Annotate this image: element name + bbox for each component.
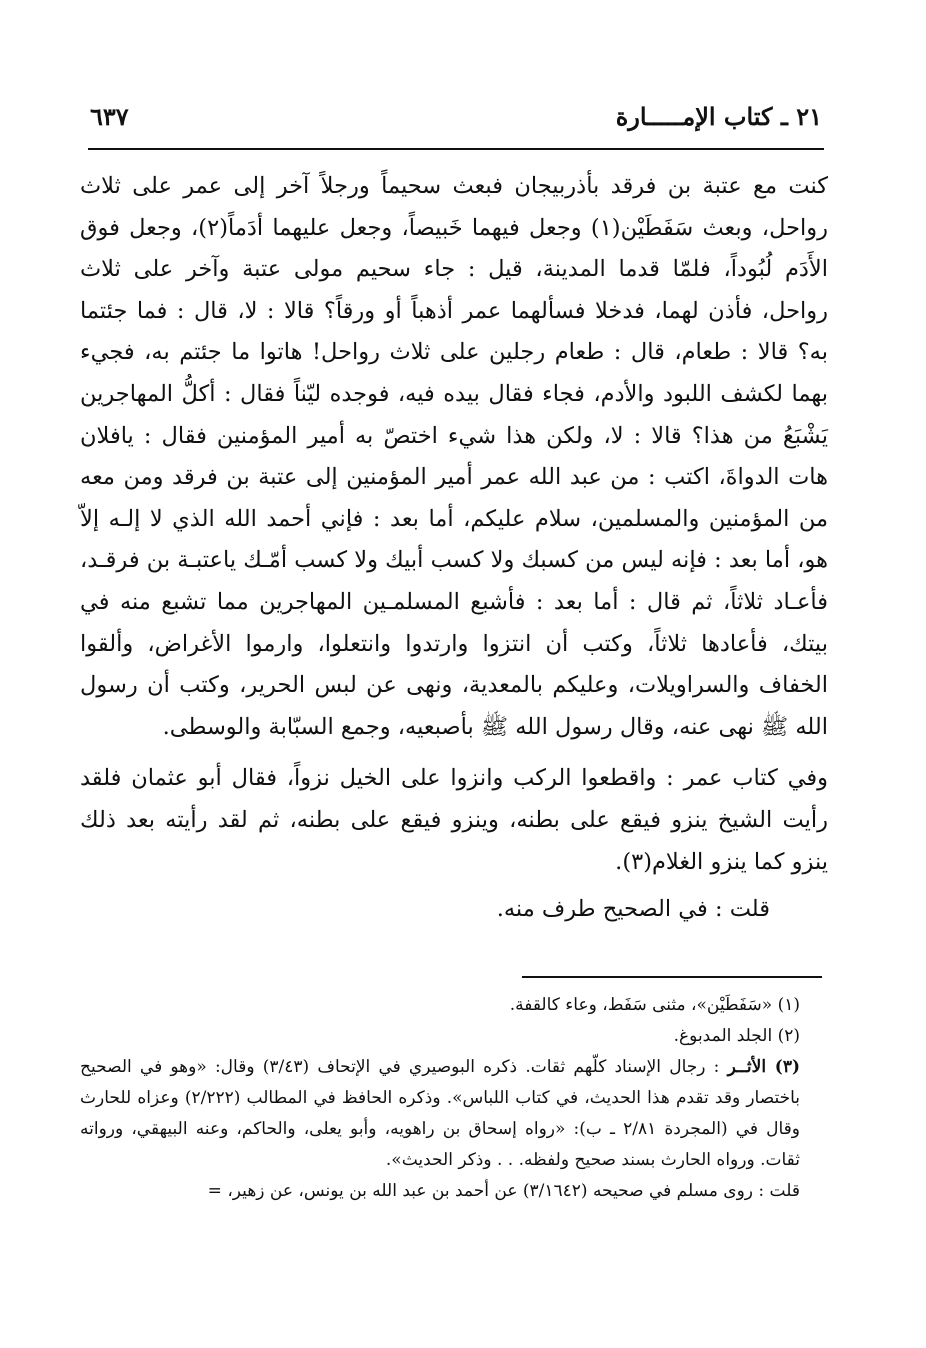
footnote-2: (٢) الجلد المدبوغ. <box>673 1026 800 1046</box>
footnote-3-text: : رجال الإسناد كلّهم ثقات. ذكره البوصيري في الإتحاف (٣/٤٣) وقال: «وهو في الصحيح باختصار وقد تقدم هذا الحديث، في كتاب اللباس». وذكره الحافظ في المطالب (٢/٢٢٢) وعزاه للحارث وقال في (المجردة ٢/٨١ ـ ب): «رواه إسحاق بن راهويه، وأبو يعلى، والحاكم، وعنه البيهقي، ورواته ثقات. ورواه الحارث بسند صحيح ولفظه. . . وذكر الحديث». <box>80 1057 800 1170</box>
body-paragraph-2: وفي كتاب عمر : واقطعوا الركب وانزوا على الخيل نزواً، فقال أبو عثمان فلقد رأيت الشيخ ينزو فيقع على بطنه، وينزو فيقع على بطنه، ثم لقد رأيته بعد ذلك ينزو كما ينزو الغلام(٣). <box>80 765 828 875</box>
footnotes <box>80 990 828 1207</box>
body-paragraph-3: قلت : في الصحيح طرف منه. <box>496 896 770 923</box>
body-paragraph-1: كنت مع عتبة بن فرقد بأذربيجان فبعث سحيماً ورجلاً آخر إلى عمر على ثلاث رواحل، وبعث سَفَطَيْن(١) وجعل فيهما خَبيصاً، وجعل عليهما أدَماً(٢)، وجعل فوق الأَدَم لُبُوداً، فلمّا قدما المدينة، قيل : جاء سحيم مولى عتبة وآخر على ثلاث رواحل، فأذن لهما، فدخلا فسألهما عمر أذهباً أو ورقاً؟ قالا : لا، قال : فما جئتما به؟ قالا : طعام، قال : طعام رجلين على ثلاث رواحل! هاتوا ما جئتم به، فجيء بهما لكشف اللبود والأدم، فجاء فقال بيده فيه، فوجده ليّناً فقال : أكلُّ المهاجرين يَشْبَعُ من هذا؟ قالا : لا، ولكن هذا شيء اختصّ به أمير المؤمنين فقال : يافلان هات الدواةَ، اكتب : من عبد الله عمر أمير المؤمنين إلى عتبة بن فرقد ومن معه من المؤمنين والمسلمين، سلام عليكم، أما بعد : فإني أحمد الله الذي لا إلـه إلاّ هو، أما بعد : فإنه ليس من كسبك ولا كسب أبيك ولا كسب أمّـك ياعتبـة بن فرقـد، فأعـاد ثلاثاً، ثم قال : أما بعد : فأشبع المسلمـين المهاجرين مما تشبع منه في بيتك، فأعادها ثلاثاً، وكتب أن انتزوا وارتدوا وانتعلوا، وارموا الأغراض، وألقوا الخفاف والسراويلات، وعليكم بالمعدية، ونهى عن لبس الحرير، وكتب أن رسول الله ﷺ نهى عنه، وقال رسول الله ﷺ بأصبعيه، وجمع السبّابة والوسطى. <box>80 173 828 740</box>
footnote-1: (١) «سَفَطَيْن»، مثنى سَفَط، وعاء كالقفة. <box>509 995 800 1015</box>
main-text <box>80 166 828 931</box>
chapter-title: ٢١ ـ كتاب الإمـــــارة <box>615 101 822 131</box>
footnote-3 <box>80 1052 828 1176</box>
footnote-3-continuation: قلت : روى مسلم في صحيحه (٣/١٦٤٢) عن أحمد بن عبد الله بن يونس، عن زهير، = <box>207 1181 800 1201</box>
page-number: ٦٣٧ <box>90 101 129 131</box>
footnote-3-lead: (٣) الأثــر <box>727 1057 801 1077</box>
footnote-rule <box>522 976 822 978</box>
page-header <box>90 96 822 136</box>
header-rule <box>88 148 824 150</box>
